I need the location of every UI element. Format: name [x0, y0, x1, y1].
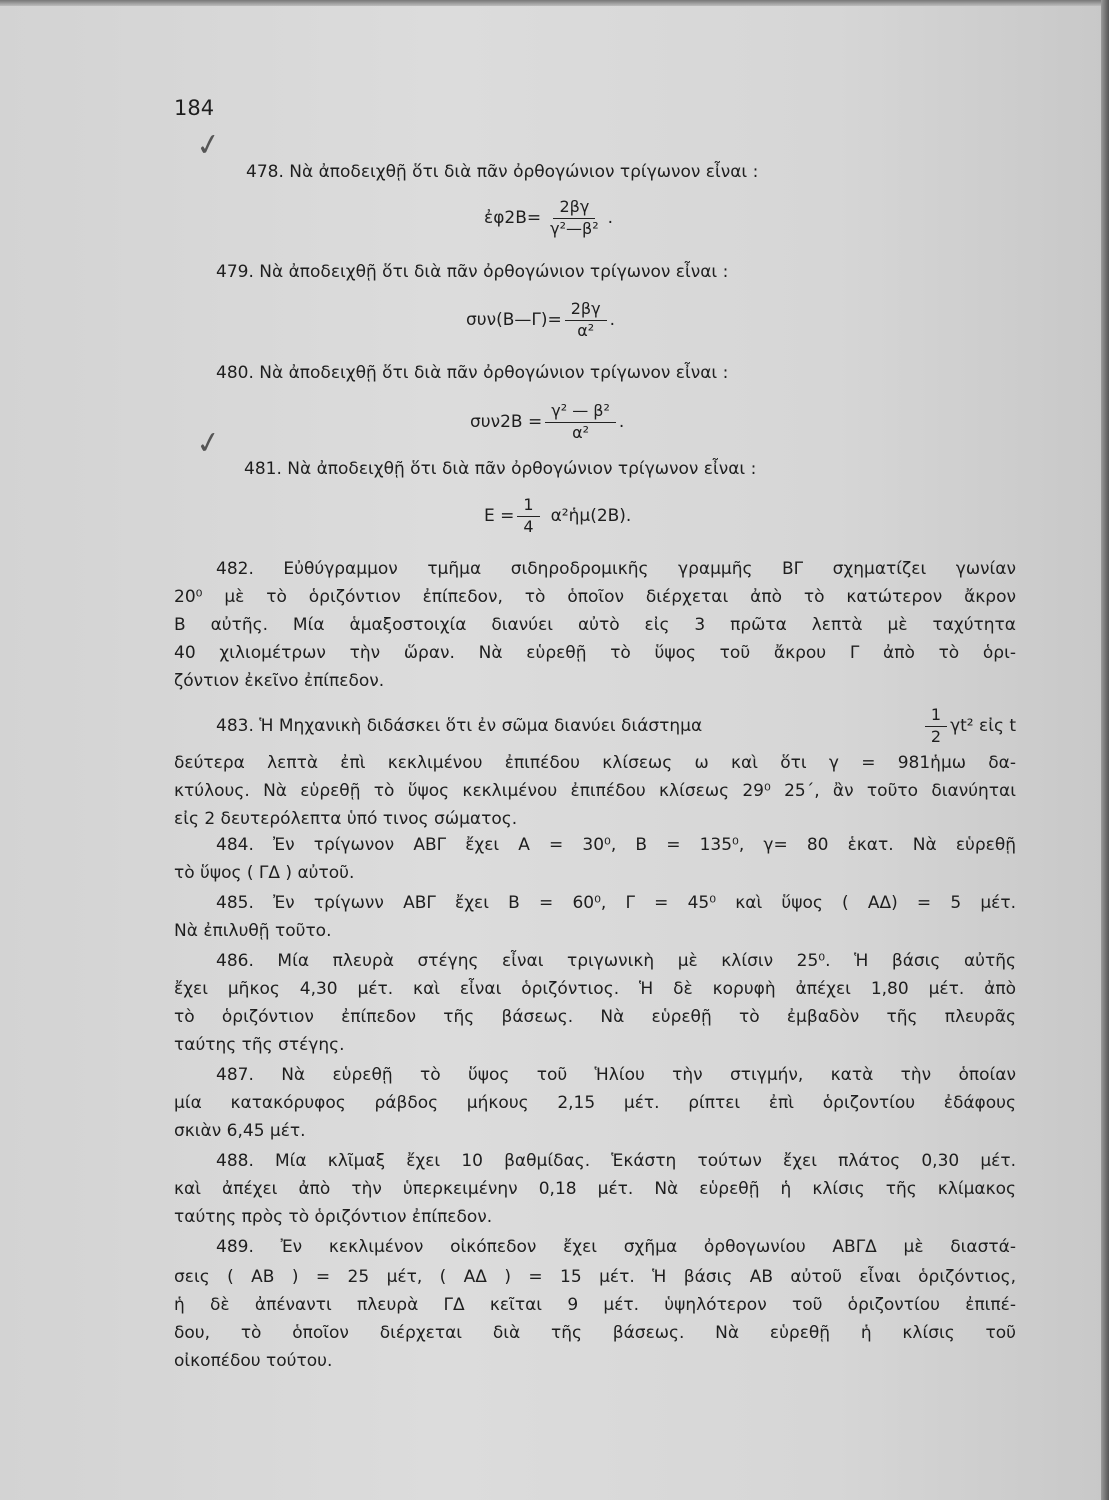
page-top-edge [0, 0, 1109, 6]
problem-486-line [216, 946, 1016, 976]
problem-486-line: ταύτης τῆς στέγης. [174, 1035, 345, 1055]
problem-482-line [216, 554, 1016, 584]
problem-483-line: κτύλους. Νὰ εὑρεθῇ τὸ ὕψος κεκλιμένου ἐπιπέδου κλίσεως 29⁰ 25΄, ἂν τοῦτο διανύηται [174, 781, 1016, 801]
fraction-denominator: γ²—β² [550, 218, 599, 238]
problem-478-line [246, 157, 926, 187]
problem-text: Νὰ ἀποδειχθῇ ὅτι διὰ πᾶν ὀρθογώνιον τρίγωνον εἶναι : [289, 162, 759, 182]
formula-480 [470, 394, 624, 450]
problem-486-line: ἔχει μῆκος 4,30 μέτ. καὶ εἶναι ὁριζόντιος. Ἡ δὲ κορυφὴ ἀπέχει 1,80 μέτ. ἀπὸ [174, 979, 1016, 999]
problem-number: 489. [216, 1237, 254, 1257]
formula-478 [484, 190, 613, 246]
fraction-denominator: α² [577, 320, 595, 340]
problem-text: Εὐθύγραμμον τμῆμα σιδηροδρομικῆς γραμμῆς ΒΓ σχηματίζει γωνίαν [283, 559, 1017, 579]
problem-number: 488. [216, 1151, 254, 1171]
problem-number: 483. [216, 716, 254, 736]
problem-number: 487. [216, 1065, 254, 1085]
problem-text: Ἐν τρίγωνον ΑΒΓ ἔχει Α = 30⁰, Β = 135⁰, γ= 80 ἑκατ. Νὰ εὑρεθῇ [273, 835, 1017, 855]
fraction [925, 706, 947, 746]
problem-number: 479. [216, 262, 254, 282]
fraction-numerator: 2βγ [565, 300, 607, 320]
problem-483-first-line [216, 704, 1016, 748]
fraction [544, 198, 605, 238]
formula-rhs: . [618, 412, 625, 432]
fraction [517, 496, 539, 536]
problem-485-line: Νὰ ἐπιλυθῇ τοῦτο. [174, 921, 332, 941]
problem-489-line: σεις ( ΑΒ ) = 25 μέτ, ( ΑΔ ) = 15 μέτ. Ἡ βάσις ΑΒ αὐτοῦ εἶναι ὁριζόντιος, [174, 1267, 1016, 1287]
problem-489-line: οἰκοπέδου τούτου. [174, 1351, 333, 1371]
problem-483-line: δεύτερα λεπτὰ ἐπὶ κεκλιμένου ἐπιπέδου κλίσεως ω καὶ ὅτι γ = 981ἡμω δα- [174, 753, 1016, 773]
fraction [565, 300, 607, 340]
problem-text: Νὰ ἀποδειχθῇ ὅτι διὰ πᾶν ὀρθογώνιον τρίγωνον εἶναι : [259, 262, 729, 282]
problem-number: 486. [216, 951, 254, 971]
problem-488-line [216, 1146, 1016, 1176]
problem-484-line [216, 830, 1016, 860]
problem-text: Νὰ ἀποδειχθῇ ὅτι διὰ πᾶν ὀρθογώνιον τρίγωνον εἶναι : [259, 363, 729, 383]
problem-482-line: 20⁰ μὲ τὸ ὁριζόντιον ἐπίπεδον, τὸ ὁποῖον διέρχεται ἀπὸ τὸ κατώτερον ἄκρον [174, 587, 1016, 607]
problem-484-line: τὸ ὕψος ( ΓΔ ) αὐτοῦ. [174, 863, 355, 883]
fraction-denominator: α² [572, 422, 590, 442]
problem-480-line [216, 358, 896, 388]
problem-text: Ἐν τρίγωνν ΑΒΓ ἔχει Β = 60⁰, Γ = 45⁰ καὶ ὕψος ( ΑΔ) = 5 μέτ. [273, 893, 1016, 913]
formula-lhs: συν(Β—Γ)= [466, 310, 562, 330]
problem-number: 485. [216, 893, 254, 913]
problem-487-line: μία κατακόρυφος ράβδος μήκους 2,15 μέτ. ρίπτει ἐπὶ ὁριζοντίου ἐδάφους [174, 1093, 1016, 1113]
problem-489-line [216, 1232, 1016, 1262]
problem-489-line: ἡ δὲ ἀπέναντι πλευρὰ ΓΔ κεῖται 9 μέτ. ὑψηλότερον τοῦ ὁριζοντίου ἐπιπέ- [174, 1295, 1016, 1315]
page-right-edge [1101, 0, 1109, 1500]
fraction-numerator: γ² — β² [545, 402, 616, 422]
problem-479-line [216, 257, 896, 287]
problem-487-line [216, 1060, 1016, 1090]
fraction [545, 402, 616, 442]
checkmark-icon: ✓ [193, 126, 224, 165]
fraction-denominator: 4 [523, 516, 534, 536]
problem-485-line [216, 888, 1016, 918]
formula-rhs: α²ἡμ(2Β). [550, 506, 632, 526]
formula-479 [466, 292, 615, 348]
fraction-numerator: 2βγ [553, 198, 595, 218]
problem-482-line: ζόντιον ἐκεῖνο ἐπίπεδον. [174, 671, 385, 691]
problem-486-line: τὸ ὁριζόντιον ἐπίπεδον τῆς βάσεως. Νὰ εὑρεθῇ τὸ ἐμβαδὸν τῆς πλευρᾶς [174, 1007, 1016, 1027]
problem-481-line [244, 454, 924, 484]
problem-text: Νὰ ἀποδειχθῇ ὅτι διὰ πᾶν ὀρθογώνιον τρίγωνον εἶναι : [287, 459, 757, 479]
problem-number: 484. [216, 835, 254, 855]
formula-lhs: συν2Β = [470, 412, 543, 432]
problem-text: Ἐν κεκλιμένον οἰκόπεδον ἔχει σχῆμα ὀρθογωνίου ΑΒΓΔ μὲ διαστά- [280, 1237, 1016, 1257]
problem-text: Μία πλευρὰ στέγης εἶναι τριγωνικὴ μὲ κλίσιν 25⁰. Ἡ βάσις αὐτῆς [277, 951, 1016, 971]
problem-text: Ἡ Μηχανικὴ διδάσκει ὅτι ἐν σῶμα διανύει διάστημα [259, 716, 703, 736]
formula-481 [484, 488, 631, 544]
checkmark-icon: ✓ [193, 424, 224, 463]
fraction-numerator: 1 [925, 706, 947, 726]
problem-number: 478. [246, 162, 284, 182]
problem-text: Νὰ εὑρεθῇ τὸ ὕψος τοῦ Ἡλίου τὴν στιγμήν, κατὰ τὴν ὁποίαν [281, 1065, 1016, 1085]
problem-number: 480. [216, 363, 254, 383]
page-number: 184 [174, 96, 215, 120]
formula-lhs: Ε = [484, 506, 515, 526]
fraction-denominator: 2 [930, 726, 942, 746]
problem-488-line: καὶ ἀπέχει ἀπὸ τὴν ὑπερκειμένην 0,18 μέτ. Νὰ εὑρεθῇ ἡ κλίσις τῆς κλίμακος [174, 1179, 1016, 1199]
problem-number: 482. [216, 559, 254, 579]
fraction-numerator: 1 [517, 496, 539, 516]
problem-482-line: 40 χιλιομέτρων τὴν ὥραν. Νὰ εὑρεθῇ τὸ ὕψος τοῦ ἄκρου Γ ἀπὸ τὸ ὁρι- [174, 643, 1016, 663]
problem-488-line: ταύτης πρὸς τὸ ὁριζόντιον ἐπίπεδον. [174, 1207, 493, 1227]
problem-483-line: εἰς 2 δευτερόλεπτα ὑπό τινος σώματος. [174, 809, 518, 829]
problem-482-line: Β αὐτῆς. Μία ἁμαξοστοιχία διανύει αὐτὸ εἰς 3 πρῶτα λεπτὰ μὲ ταχύτητα [174, 615, 1016, 635]
formula-rhs: . [607, 208, 614, 228]
problem-text: γt² εἰς t [950, 716, 1016, 736]
problem-487-line: σκιὰν 6,45 μέτ. [174, 1121, 306, 1141]
problem-489-line: δου, τὸ ὁποῖον διέρχεται διὰ τῆς βάσεως. Νὰ εὑρεθῇ ἡ κλίσις τοῦ [174, 1323, 1016, 1343]
problem-text: Μία κλῖμαξ ἔχει 10 βαθμίδας. Ἑκάστη τούτων ἔχει πλάτος 0,30 μέτ. [275, 1151, 1017, 1171]
formula-rhs: . [609, 310, 616, 330]
problem-number: 481. [244, 459, 282, 479]
formula-lhs: ἐφ2Β= [484, 208, 542, 228]
